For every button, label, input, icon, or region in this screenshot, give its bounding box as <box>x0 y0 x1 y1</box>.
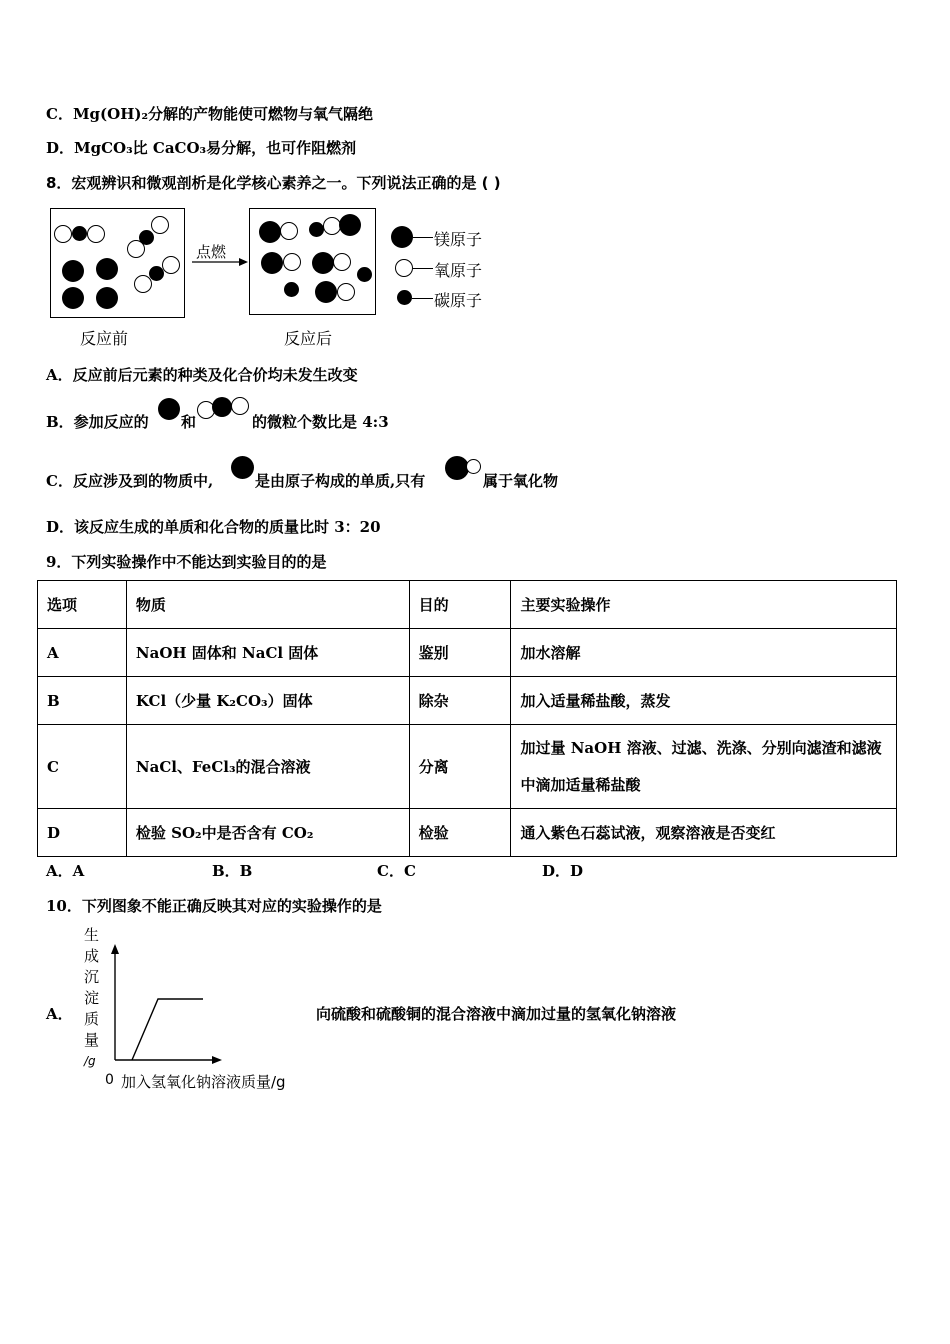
after-box <box>249 208 376 315</box>
ylabel-char: 淀 <box>84 989 100 1007</box>
oxygen-atom <box>127 240 145 258</box>
header-option: 选项 <box>38 581 127 629</box>
carbon-atom <box>284 282 299 297</box>
row-operation: 加入适量稀盐酸，蒸发 <box>511 677 897 725</box>
row-material: KCl（少量 K₂CO₃）固体 <box>126 677 409 725</box>
legend-magnesium-label: 镁原子 <box>434 230 483 249</box>
ylabel-char: 成 <box>84 947 100 965</box>
row-key: B <box>38 677 127 725</box>
table-header-row <box>38 581 897 629</box>
magnesium-atom <box>261 252 283 274</box>
carbon-atom <box>309 222 324 237</box>
magnesium-atom <box>62 287 84 309</box>
row-key: C <box>38 725 127 809</box>
q10-option-a-text: 向硫酸和硫酸铜的混合溶液中滴加过量的氢氧化钠溶液 <box>316 1005 677 1023</box>
oxygen-atom <box>337 283 355 301</box>
legend-connector <box>413 237 433 238</box>
carbon-atom <box>357 267 372 282</box>
ylabel-unit: /g <box>84 1054 96 1068</box>
ylabel-char: 量 <box>84 1031 100 1049</box>
q7-option-d: D．MgCO₃比 CaCO₃易分解，也可作阻燃剂 <box>46 139 357 157</box>
q8-option-d: D．该反应生成的单质和化合物的质量比时 3：20 <box>46 518 381 536</box>
magnesium-atom <box>62 260 84 282</box>
q9-answer-a: A．A <box>46 862 85 880</box>
row-material: 检验 SO₂中是否含有 CO₂ <box>126 809 409 857</box>
x-axis-arrow-icon <box>212 1056 222 1064</box>
oxygen-atom <box>151 216 169 234</box>
legend-connector <box>412 298 433 299</box>
q9-stem: 9．下列实验操作中不能达到实验目的的是 <box>46 553 327 571</box>
magnesium-atom <box>259 221 281 243</box>
magnesium-oxide-o-icon <box>466 459 481 474</box>
table-row <box>38 677 897 725</box>
header-operation: 主要实验操作 <box>511 581 897 629</box>
graph-xlabel: 加入氢氧化钠溶液质量/g <box>121 1073 286 1091</box>
magnesium-particle-icon <box>231 456 254 479</box>
magnesium-atom <box>315 281 337 303</box>
q8-option-b-suffix: 的微粒个数比是 4:3 <box>252 413 389 431</box>
legend-oxygen-label: 氧原子 <box>434 261 483 280</box>
oxygen-legend-icon <box>395 259 413 277</box>
legend-carbon-label: 碳原子 <box>434 291 483 310</box>
oxygen-atom <box>134 275 152 293</box>
carbon-atom <box>72 226 87 241</box>
magnesium-legend-icon <box>391 226 413 248</box>
q8-option-b-mid: 和 <box>181 413 197 431</box>
row-material: NaCl、FeCl₃的混合溶液 <box>126 725 409 809</box>
oxygen-atom <box>283 253 301 271</box>
ylabel-char: 沉 <box>84 968 100 986</box>
ylabel-char: 质 <box>84 1010 100 1028</box>
magnesium-atom <box>312 252 334 274</box>
q7-option-c: C．Mg(OH)₂分解的产物能使可燃物与氧气隔绝 <box>46 105 374 123</box>
oxygen-atom <box>54 225 72 243</box>
q8-option-c-suffix: 属于氧化物 <box>483 472 559 490</box>
q10-option-a-label: A． <box>46 1005 73 1023</box>
q10-stem: 10．下列图象不能正确反映其对应的实验操作的是 <box>46 897 382 915</box>
legend-connector <box>413 268 433 269</box>
before-box <box>50 208 185 318</box>
graph-axes <box>100 940 230 1070</box>
row-material: NaOH 固体和 NaCl 固体 <box>126 629 409 677</box>
oxygen-atom <box>333 253 351 271</box>
experiment-table <box>37 580 897 857</box>
table-row <box>38 725 897 809</box>
table-row <box>38 809 897 857</box>
oxygen-atom <box>87 225 105 243</box>
q9-answer-d: D．D <box>542 862 584 880</box>
after-label: 反应后 <box>284 329 333 348</box>
y-axis-arrow-icon <box>111 944 119 954</box>
arrow-label: 点燃 <box>196 243 227 261</box>
q8-option-b-prefix: B．参加反应的 <box>46 413 149 431</box>
row-key: D <box>38 809 127 857</box>
carbon-legend-icon <box>397 290 412 305</box>
oxygen-atom <box>280 222 298 240</box>
row-key: A <box>38 629 127 677</box>
before-label: 反应前 <box>80 329 129 348</box>
precipitate-curve <box>132 999 203 1060</box>
magnesium-atom <box>96 287 118 309</box>
oxygen-atom <box>162 256 180 274</box>
header-material: 物质 <box>126 581 409 629</box>
magnesium-atom <box>96 258 118 280</box>
oxygen-molecule-atom-icon <box>231 397 249 415</box>
row-purpose: 分离 <box>409 725 511 809</box>
graph-origin: 0 <box>105 1072 114 1088</box>
header-purpose: 目的 <box>409 581 511 629</box>
q8-option-c-prefix: C．反应涉及到的物质中, <box>46 472 214 490</box>
row-operation: 加水溶解 <box>511 629 897 677</box>
q8-option-a: A．反应前后元素的种类及化合价均未发生改变 <box>46 366 358 384</box>
row-purpose: 除杂 <box>409 677 511 725</box>
row-purpose: 鉴别 <box>409 629 511 677</box>
carbon-dioxide-center-icon <box>212 397 232 417</box>
reaction-arrow-icon <box>190 256 250 268</box>
q8-option-c-mid: 是由原子构成的单质,只有 <box>255 472 426 490</box>
ylabel-char: 生 <box>84 926 100 944</box>
q9-answer-c: C．C <box>377 862 416 880</box>
q8-stem: 8．宏观辨识和微观剖析是化学核心素养之一。下列说法正确的是 ( ) <box>46 174 501 192</box>
row-operation: 通入紫色石蕊试液，观察溶液是否变红 <box>511 809 897 857</box>
row-purpose: 检验 <box>409 809 511 857</box>
magnesium-atom <box>339 214 361 236</box>
row-operation: 加过量 NaOH 溶液、过滤、洗涤、分别向滤渣和滤液中滴加适量稀盐酸 <box>511 725 897 809</box>
table-row <box>38 629 897 677</box>
magnesium-particle-icon <box>158 398 180 420</box>
carbon-atom <box>149 266 164 281</box>
q9-answer-b: B．B <box>212 862 253 880</box>
